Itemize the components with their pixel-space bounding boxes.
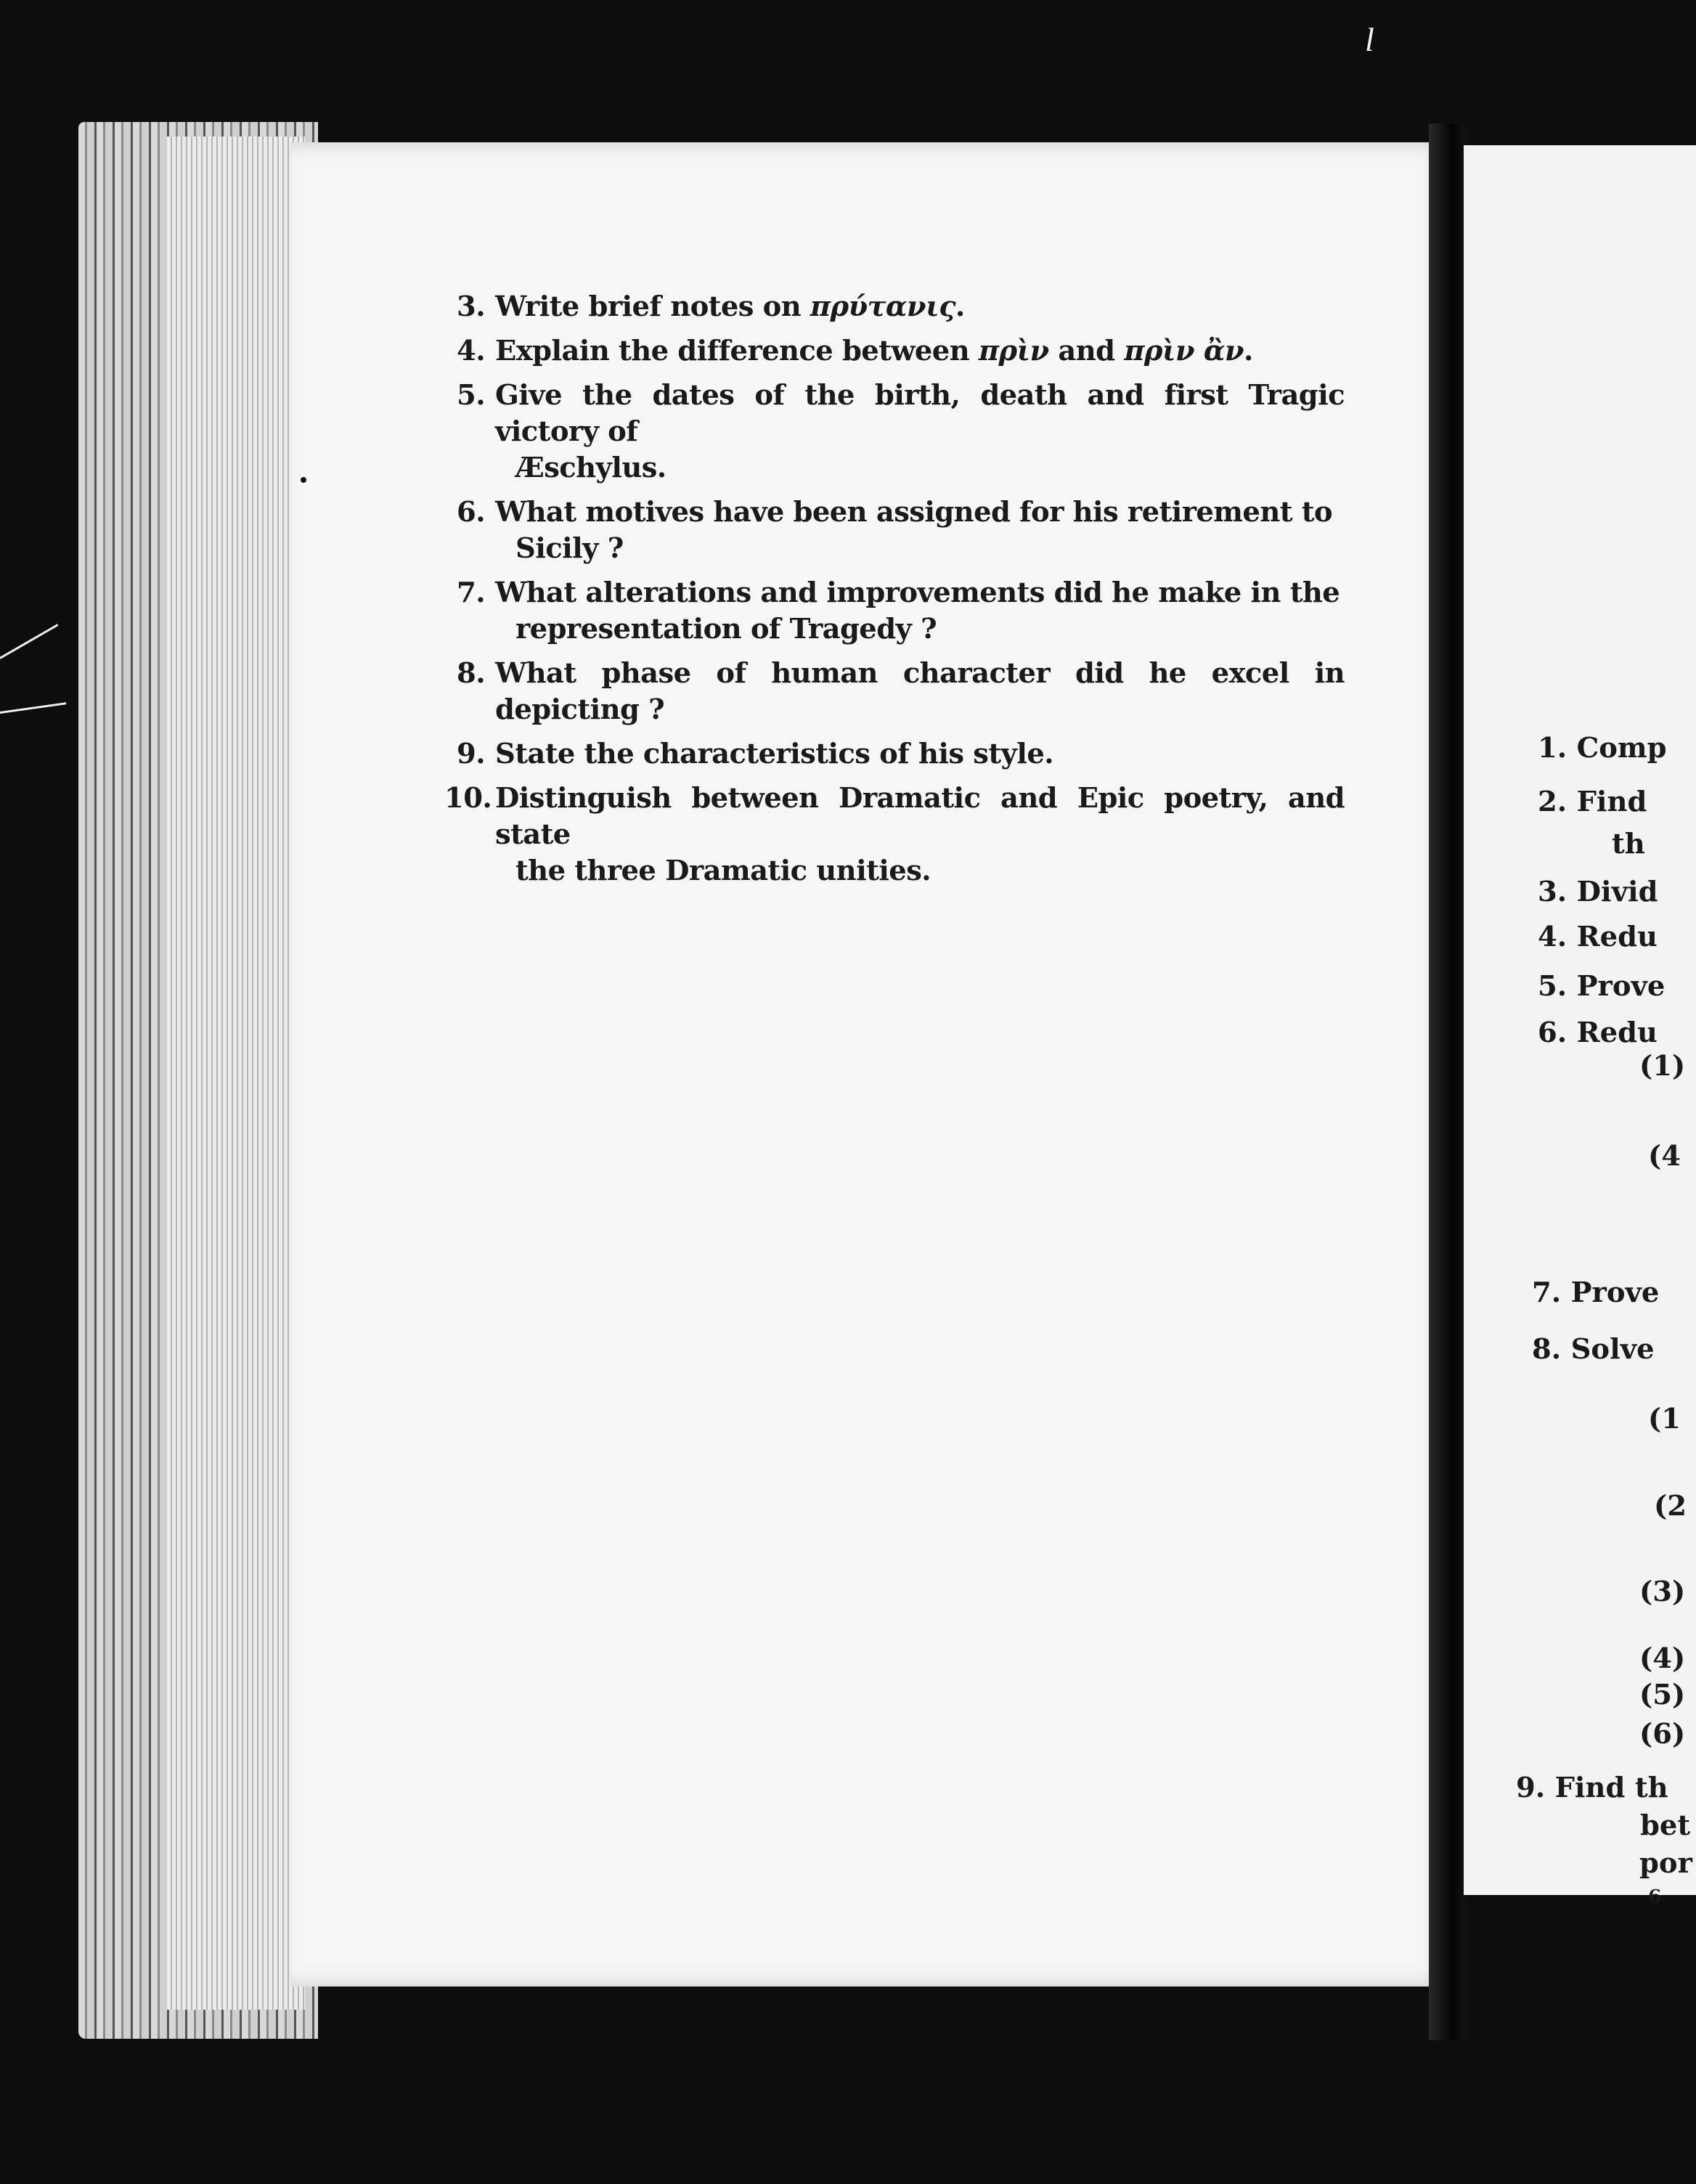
stray-mark: [0, 702, 66, 714]
question-text: What phase of human character did he excel in depicting ?: [495, 657, 1345, 726]
question-text: What motives have been assigned for his retirement to Sicily ?: [495, 496, 1332, 565]
question-number: 6.: [457, 496, 485, 529]
right-item: 8. Solve: [1532, 1333, 1655, 1366]
right-item: 6: [1648, 1886, 1662, 1908]
right-item: (1: [1648, 1403, 1681, 1435]
greek-word: πρὶν ἂν: [1124, 335, 1244, 367]
greek-word: πρὶν: [978, 335, 1049, 367]
right-item: (3): [1639, 1576, 1686, 1608]
right-item: 5. Prove: [1538, 970, 1666, 1003]
question-number: 9.: [457, 738, 485, 770]
right-item: (1): [1639, 1050, 1686, 1083]
right-item: 3. Divid: [1538, 876, 1658, 908]
question-number: 8.: [457, 657, 485, 690]
question-text: What alterations and improvements did he make in the representation of Tragedy ?: [495, 576, 1340, 645]
question-number: 10.: [444, 782, 492, 815]
page-edges-inner: [167, 136, 305, 2010]
question-text: Give the dates of the birth, death and first Tragic victory of Æschylus.: [495, 379, 1345, 484]
right-item: 2. Find: [1538, 786, 1647, 818]
question-text: Explain the difference between πρὶν and πρὶν ἂν.: [495, 335, 1253, 367]
question-item: [444, 656, 1345, 728]
right-item: (2: [1654, 1490, 1687, 1523]
corner-mark: l: [1365, 21, 1374, 58]
greek-word: πρύτανις: [810, 290, 955, 323]
question-text: Distinguish between Dramatic and Epic poetry, and state the three Dramatic unities.: [495, 782, 1345, 887]
right-item: bet: [1640, 1809, 1691, 1842]
question-item: [444, 378, 1345, 486]
question-text: State the characteristics of his style.: [495, 738, 1054, 770]
right-item: 9. Find th: [1516, 1772, 1668, 1804]
right-item: por: [1639, 1847, 1692, 1880]
right-item: 7. Prove: [1532, 1276, 1660, 1309]
right-item: 4. Redu: [1538, 921, 1658, 953]
right-item: (6): [1639, 1718, 1686, 1751]
question-item: [444, 736, 1345, 773]
right-item: 1. Comp: [1538, 732, 1667, 765]
right-item: (5): [1639, 1679, 1686, 1711]
stray-mark: [0, 624, 58, 659]
question-item: [444, 494, 1345, 567]
question-number: 4.: [457, 335, 485, 367]
question-list: [444, 289, 1345, 897]
question-number: 7.: [457, 576, 485, 609]
question-text: Write brief notes on πρύτανις.: [495, 290, 965, 323]
question-item: [444, 781, 1345, 889]
page-dot: [301, 477, 306, 483]
question-number: 5.: [457, 379, 485, 412]
question-item: [444, 289, 1345, 325]
right-item: 6. Redu: [1538, 1016, 1658, 1049]
question-item: [444, 575, 1345, 648]
right-item: th: [1612, 828, 1645, 860]
right-item: (4: [1648, 1140, 1681, 1173]
book-gutter: [1429, 123, 1467, 2040]
right-item: (4): [1639, 1642, 1686, 1675]
question-item: [444, 333, 1345, 370]
question-number: 3.: [457, 290, 485, 323]
